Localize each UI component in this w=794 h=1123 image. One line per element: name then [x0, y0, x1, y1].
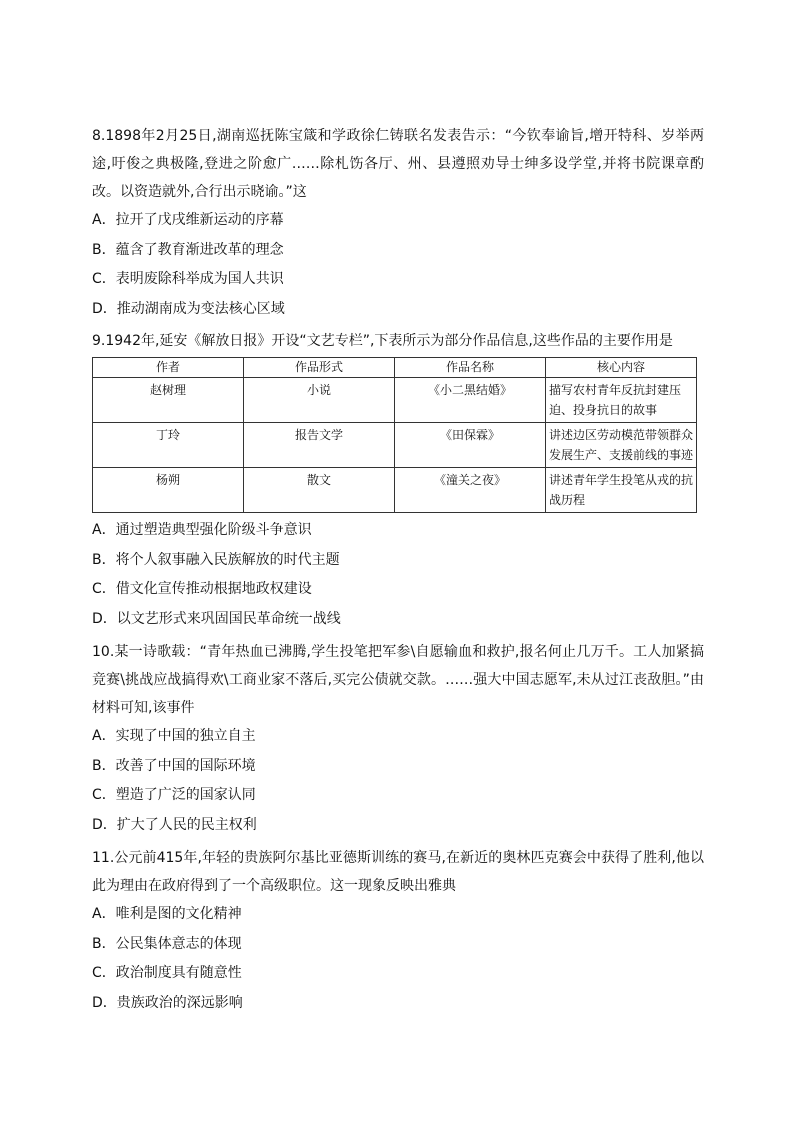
- table-row: [93, 423, 697, 468]
- table-row: [93, 378, 697, 423]
- question-9-option-b[interactable]: B．将个人叙事融入民族解放的时代主题: [92, 551, 340, 568]
- table-cell: 讲述边区劳动模范带领群众发展生产、支援前线的事迹: [546, 423, 697, 468]
- question-8: [92, 122, 704, 324]
- table-cell: 小说: [244, 378, 395, 423]
- question-11: [92, 844, 704, 1018]
- table-header: 作者: [93, 358, 244, 378]
- question-8-option-d[interactable]: D．推动湖南成为变法核心区域: [92, 300, 285, 317]
- table-cell: 杨朔: [93, 468, 244, 513]
- table-cell: 散文: [244, 468, 395, 513]
- table-cell: 报告文学: [244, 423, 395, 468]
- question-9-stem: 9.1942年,延安《解放日报》开设“文艺专栏”,下表所示为部分作品信息,这些作品的主要作用是: [92, 333, 673, 349]
- question-11-stem: 11.公元前415年,年轻的贵族阿尔基比亚德斯训练的赛马,在新近的奥林匹克赛会中获得了胜利,他以此为理由在政府得到了一个高级职位。这一现象反映出雅典: [92, 850, 704, 894]
- question-8-option-c[interactable]: C．表明废除科举成为国人共识: [92, 271, 284, 287]
- exam-page: [92, 122, 704, 1018]
- question-10: [92, 638, 704, 840]
- table-cell: 《潼关之夜》: [395, 468, 546, 513]
- question-8-stem: 8.1898年2月25日,湖南巡抚陈宝箴和学政徐仁铸联名发表告示：“今钦奉谕旨,增开特科、岁举两途,吁俊之典极隆,登进之阶愈广……除札饬各厅、州、县遵照劝导士绅多设学堂,并将书院课章酌改。以资造就外,合行出示晓谕。”这: [92, 128, 704, 200]
- table-cell: 《小二黑结婚》: [395, 378, 546, 423]
- question-11-option-b[interactable]: B．公民集体意志的体现: [92, 935, 242, 952]
- table-header: 作品形式: [244, 358, 395, 378]
- question-10-option-c[interactable]: C．塑造了广泛的国家认同: [92, 787, 256, 803]
- question-8-option-b[interactable]: B．蕴含了教育渐进改革的理念: [92, 241, 284, 258]
- question-9-option-a[interactable]: A．通过塑造典型强化阶级斗争意识: [92, 522, 312, 538]
- table-header-row: [93, 358, 697, 378]
- question-11-option-d[interactable]: D．贵族政治的深远影响: [92, 994, 243, 1011]
- question-9: [92, 327, 704, 634]
- question-10-option-d[interactable]: D．扩大了人民的民主权利: [92, 816, 257, 833]
- table-cell: 描写农村青年反抗封建压迫、投身抗日的故事: [546, 378, 697, 423]
- question-10-stem: 10.某一诗歌载：“青年热血已沸腾,学生投笔把军参\自愿输血和救护,报名何止几万千。工人加紧搞竞赛\挑战应战搞得欢\工商业家不落后,买完公债就交款。……强大中国志愿军,未从过江丧敌胆。”由材料可知,该事件: [92, 644, 704, 716]
- question-10-option-b[interactable]: B．改善了中国的国际环境: [92, 757, 256, 774]
- question-10-option-a[interactable]: A．实现了中国的独立自主: [92, 728, 256, 744]
- table-cell: 丁玲: [93, 423, 244, 468]
- table-header: 核心内容: [546, 358, 697, 378]
- question-8-option-a[interactable]: A．拉开了戊戌维新运动的序幕: [92, 212, 284, 228]
- question-11-option-c[interactable]: C．政治制度具有随意性: [92, 965, 242, 981]
- table-row: [93, 468, 697, 513]
- question-9-option-d[interactable]: D．以文艺形式来巩固国民革命统一战线: [92, 610, 341, 627]
- table-cell: 《田保霖》: [395, 423, 546, 468]
- question-11-option-a[interactable]: A．唯利是图的文化精神: [92, 906, 242, 922]
- question-9-option-c[interactable]: C．借文化宣传推动根据地政权建设: [92, 581, 312, 597]
- table-header: 作品名称: [395, 358, 546, 378]
- works-table: [92, 357, 697, 513]
- table-cell: 赵树理: [93, 378, 244, 423]
- table-cell: 讲述青年学生投笔从戎的抗战历程: [546, 468, 697, 513]
